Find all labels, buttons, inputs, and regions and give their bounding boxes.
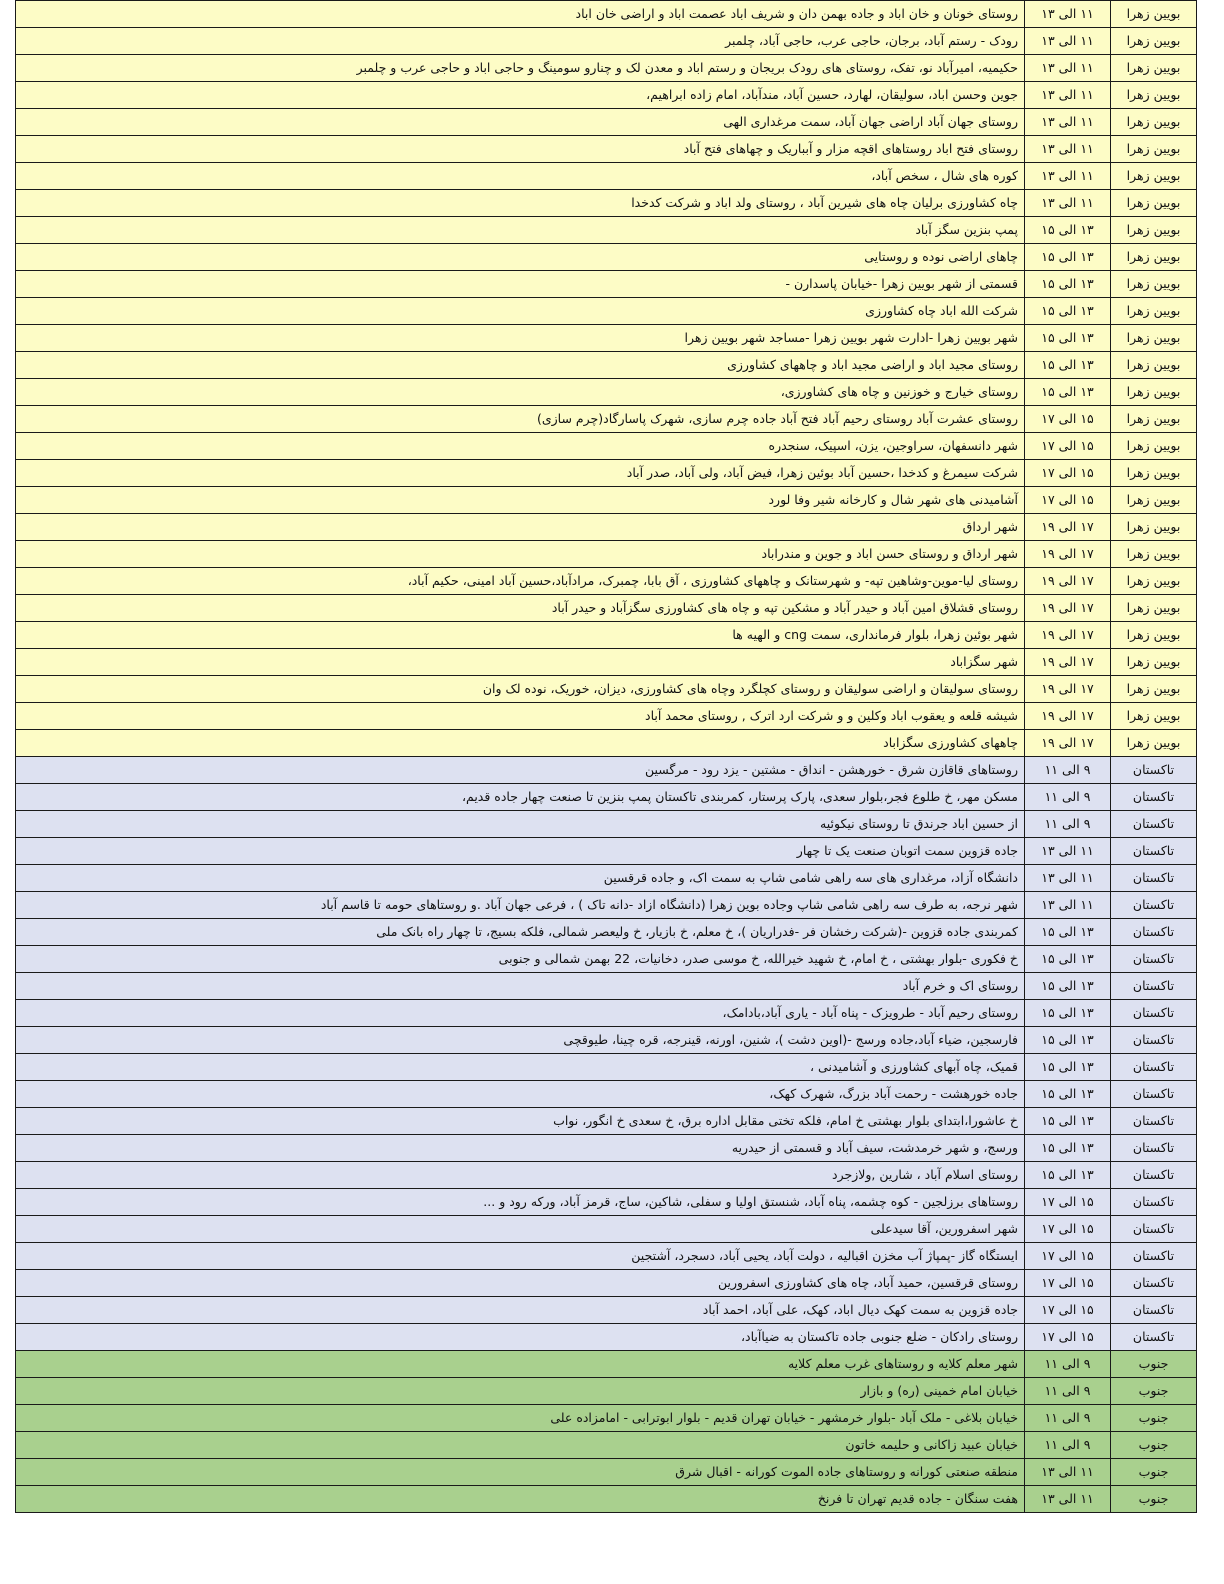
region-cell: تاکستان (1111, 838, 1197, 865)
area-cell: کمربندی جاده قزوین -(شرکت رخشان فر -فدراریان )، خ معلم، خ بازیار، خ ولیعصر شمالی، فلکه بسیج، تا چهار راه بانک ملی (16, 919, 1025, 946)
region-cell: تاکستان (1111, 919, 1197, 946)
region-cell: بویین زهرا (1111, 28, 1197, 55)
region-cell: تاکستان (1111, 1216, 1197, 1243)
table-row (16, 730, 1197, 757)
outage-schedule-table (15, 0, 1197, 1513)
table-row (16, 622, 1197, 649)
table-row (16, 298, 1197, 325)
area-cell: خ فکوری -بلوار بهشتی ، خ امام، خ شهید خیرالله، خ موسی صدر، دخانیات، 22 بهمن شمالی و جنوبی (16, 946, 1025, 973)
time-range-cell: ۱۳ الی ۱۵ (1025, 244, 1111, 271)
region-cell: بویین زهرا (1111, 379, 1197, 406)
region-cell: تاکستان (1111, 1108, 1197, 1135)
region-cell: بویین زهرا (1111, 82, 1197, 109)
table-row (16, 973, 1197, 1000)
time-range-cell: ۱۷ الی ۱۹ (1025, 730, 1111, 757)
region-cell: جنوب (1111, 1486, 1197, 1513)
area-cell: روستای لیا-موین-وشاهین تپه- و شهرستانک و چاههای کشاورزی ، آق بابا، چمبرک، مرادآباد،حسین آباد امینی، حکیم آباد، (16, 568, 1025, 595)
area-cell: خیابان عبید زاکانی و حلیمه خاتون (16, 1432, 1025, 1459)
table-row (16, 244, 1197, 271)
table-row (16, 568, 1197, 595)
area-cell: دانشگاه آزاد، مرغداری های سه راهی شامی شاپ به سمت اک، و جاده قرقسین (16, 865, 1025, 892)
region-cell: بویین زهرا (1111, 541, 1197, 568)
region-cell: بویین زهرا (1111, 595, 1197, 622)
region-cell: بویین زهرا (1111, 55, 1197, 82)
region-cell: بویین زهرا (1111, 676, 1197, 703)
region-cell: بویین زهرا (1111, 1, 1197, 28)
table-row (16, 109, 1197, 136)
area-cell: فارسجین، ضیاء آباد،جاده ورسج -(اوین دشت )، شنین، اورنه، قینرجه، قره چینا، طیوقچی (16, 1027, 1025, 1054)
time-range-cell: ۱۵ الی ۱۷ (1025, 433, 1111, 460)
time-range-cell: ۱۱ الی ۱۳ (1025, 1, 1111, 28)
time-range-cell: ۱۱ الی ۱۳ (1025, 109, 1111, 136)
area-cell: روستای عشرت آباد روستای رحیم آباد فتح آباد جاده چرم سازی، شهرک پاسارگاد(چرم سازی) (16, 406, 1025, 433)
region-cell: بویین زهرا (1111, 109, 1197, 136)
table-row (16, 892, 1197, 919)
table-row (16, 676, 1197, 703)
region-cell: جنوب (1111, 1351, 1197, 1378)
area-cell: روستای خیارج و خوزنین و چاه های کشاورزی، (16, 379, 1025, 406)
table-row (16, 28, 1197, 55)
region-cell: تاکستان (1111, 973, 1197, 1000)
time-range-cell: ۱۳ الی ۱۵ (1025, 946, 1111, 973)
time-range-cell: ۹ الی ۱۱ (1025, 1378, 1111, 1405)
time-range-cell: ۱۳ الی ۱۵ (1025, 1135, 1111, 1162)
table-row (16, 271, 1197, 298)
table-row (16, 487, 1197, 514)
region-cell: بویین زهرا (1111, 514, 1197, 541)
time-range-cell: ۱۱ الی ۱۳ (1025, 838, 1111, 865)
region-cell: تاکستان (1111, 1054, 1197, 1081)
table-row (16, 838, 1197, 865)
table-row (16, 1459, 1197, 1486)
area-cell: جوین وحسن اباد، سولیقان، لهارد، حسین آباد، مندآباد، امام زاده ابراهیم، (16, 82, 1025, 109)
table-row (16, 217, 1197, 244)
area-cell: شرکت الله اباد چاه کشاورزی (16, 298, 1025, 325)
time-range-cell: ۱۳ الی ۱۵ (1025, 1054, 1111, 1081)
time-range-cell: ۱۷ الی ۱۹ (1025, 703, 1111, 730)
time-range-cell: ۱۵ الی ۱۷ (1025, 1243, 1111, 1270)
area-cell: شهر نرجه، به طرف سه راهی شامی شاپ وجاده بوین زهرا (دانشگاه ازاد -دانه تاک ) ، فرعی جهان آباد .و روستاهای حومه تا قاسم آباد (16, 892, 1025, 919)
table-row (16, 406, 1197, 433)
time-range-cell: ۱۱ الی ۱۳ (1025, 163, 1111, 190)
table-row (16, 190, 1197, 217)
region-cell: بویین زهرا (1111, 298, 1197, 325)
table-row (16, 1081, 1197, 1108)
time-range-cell: ۱۵ الی ۱۷ (1025, 406, 1111, 433)
table-row (16, 1, 1197, 28)
table-row (16, 1162, 1197, 1189)
area-cell: خیابان بلاغی - ملک آباد -بلوار خرمشهر - خیابان تهران قدیم - بلوار ابوترابی - امامزاده علی (16, 1405, 1025, 1432)
table-row (16, 82, 1197, 109)
table-row (16, 1378, 1197, 1405)
area-cell: روستای فتح اباد روستاهای اقچه مزار و آبباریک و چهاهای فتح آباد (16, 136, 1025, 163)
time-range-cell: ۱۱ الی ۱۳ (1025, 28, 1111, 55)
time-range-cell: ۹ الی ۱۱ (1025, 784, 1111, 811)
time-range-cell: ۱۵ الی ۱۷ (1025, 1216, 1111, 1243)
time-range-cell: ۱۳ الی ۱۵ (1025, 325, 1111, 352)
time-range-cell: ۱۵ الی ۱۷ (1025, 1189, 1111, 1216)
time-range-cell: ۱۳ الی ۱۵ (1025, 1027, 1111, 1054)
region-cell: تاکستان (1111, 1243, 1197, 1270)
area-cell: هفت سنگان - جاده قدیم تهران تا فرنخ (16, 1486, 1025, 1513)
region-cell: بویین زهرا (1111, 433, 1197, 460)
region-cell: تاکستان (1111, 1189, 1197, 1216)
table-row (16, 1216, 1197, 1243)
area-cell: چاههای کشاورزی سگزاباد (16, 730, 1025, 757)
time-range-cell: ۱۷ الی ۱۹ (1025, 568, 1111, 595)
table-row (16, 1405, 1197, 1432)
area-cell: روستای قرقسین، حمید آباد، چاه های کشاورزی اسفرورین (16, 1270, 1025, 1297)
area-cell: شهر معلم کلایه و روستاهای غرب معلم کلایه (16, 1351, 1025, 1378)
area-cell: روستای خونان و خان اباد و جاده بهمن دان و شریف اباد عصمت اباد و اراضی خان اباد (16, 1, 1025, 28)
region-cell: بویین زهرا (1111, 352, 1197, 379)
area-cell: شهر بوئین زهرا، بلوار فرمانداری، سمت cng و الهیه ها (16, 622, 1025, 649)
time-range-cell: ۱۷ الی ۱۹ (1025, 676, 1111, 703)
area-cell: روستاهای برزلجین - کوه چشمه، پناه آباد، شنستق اولیا و سفلی، شاکین، ساج، قرمز آباد، ورکه رود و ... (16, 1189, 1025, 1216)
region-cell: بویین زهرا (1111, 730, 1197, 757)
region-cell: تاکستان (1111, 811, 1197, 838)
region-cell: بویین زهرا (1111, 622, 1197, 649)
table-row (16, 352, 1197, 379)
table-row (16, 514, 1197, 541)
table-row (16, 703, 1197, 730)
area-cell: روستاهای قاقازن شرق - خورهشن - انداق - مشتین - یزد رود - مرگسین (16, 757, 1025, 784)
time-range-cell: ۹ الی ۱۱ (1025, 1405, 1111, 1432)
table-row (16, 1297, 1197, 1324)
area-cell: روستای رادکان - ضلع جنوبی جاده تاکستان به ضیاآباد، (16, 1324, 1025, 1351)
area-cell: منطقه صنعتی کورانه و روستاهای جاده الموت کورانه - اقبال شرق (16, 1459, 1025, 1486)
table-row (16, 649, 1197, 676)
time-range-cell: ۱۵ الی ۱۷ (1025, 460, 1111, 487)
table-row (16, 946, 1197, 973)
area-cell: روستای جهان آباد اراضی جهان آباد، سمت مرغداری الهی (16, 109, 1025, 136)
time-range-cell: ۱۷ الی ۱۹ (1025, 514, 1111, 541)
region-cell: بویین زهرا (1111, 460, 1197, 487)
area-cell: شهر دانسفهان، سراوجین، یزن، اسپیک، سنجدره (16, 433, 1025, 460)
area-cell: جاده خورهشت - رحمت آباد بزرگ، شهرک کهک، (16, 1081, 1025, 1108)
area-cell: شهر سگزاباد (16, 649, 1025, 676)
time-range-cell: ۱۳ الی ۱۵ (1025, 973, 1111, 1000)
region-cell: بویین زهرا (1111, 190, 1197, 217)
area-cell: روستای اک و خرم آباد (16, 973, 1025, 1000)
area-cell: پمپ بنزین سگز آباد (16, 217, 1025, 244)
time-range-cell: ۱۳ الی ۱۵ (1025, 217, 1111, 244)
area-cell: مسکن مهر، خ طلوع فجر،بلوار سعدی، پارک پرستار، کمربندی تاکستان پمپ بنزین تا صنعت چهار جاده قدیم، (16, 784, 1025, 811)
area-cell: چاه کشاورزی برلیان چاه های شیرین آباد ، روستای ولد اباد و شرکت کدخدا (16, 190, 1025, 217)
table-row (16, 1324, 1197, 1351)
area-cell: رودک - رستم آباد، برجان، حاجی عرب، حاجی آباد، چلمبر (16, 28, 1025, 55)
region-cell: بویین زهرا (1111, 136, 1197, 163)
region-cell: بویین زهرا (1111, 163, 1197, 190)
region-cell: تاکستان (1111, 1027, 1197, 1054)
table-row (16, 1270, 1197, 1297)
region-cell: بویین زهرا (1111, 703, 1197, 730)
area-cell: روستای اسلام آباد ، شارین ,ولازجرد (16, 1162, 1025, 1189)
area-cell: شهر ارداق و روستای حسن اباد و جوین و مندراباد (16, 541, 1025, 568)
area-cell: ورسج، و شهر خرمدشت، سیف آباد و قسمتی از حیدریه (16, 1135, 1025, 1162)
table-row (16, 1135, 1197, 1162)
table-row (16, 919, 1197, 946)
area-cell: شهر ارداق (16, 514, 1025, 541)
area-cell: روستای مجید اباد و اراضی مجید اباد و چاههای کشاورزی (16, 352, 1025, 379)
time-range-cell: ۱۵ الی ۱۷ (1025, 1270, 1111, 1297)
region-cell: بویین زهرا (1111, 406, 1197, 433)
table-row (16, 163, 1197, 190)
area-cell: حکیمیه، امیرآباد نو، تفک، روستای های رودک بریجان و رستم اباد و معدن لک و چنارو سومینگ و حاجی اباد و حاجی عرب و چلمبر (16, 55, 1025, 82)
area-cell: جاده قزوین سمت اتوبان صنعت یک تا چهار (16, 838, 1025, 865)
area-cell: قسمتی از شهر بویین زهرا -خیابان پاسدارن - (16, 271, 1025, 298)
region-cell: بویین زهرا (1111, 244, 1197, 271)
time-range-cell: ۹ الی ۱۱ (1025, 757, 1111, 784)
time-range-cell: ۹ الی ۱۱ (1025, 811, 1111, 838)
region-cell: تاکستان (1111, 892, 1197, 919)
area-cell: روستای رحیم آباد - طرویزک - پناه آباد - یاری آباد،بادامک، (16, 1000, 1025, 1027)
time-range-cell: ۱۷ الی ۱۹ (1025, 595, 1111, 622)
area-cell: شهر بویین زهرا -ادارت شهر بویین زهرا -مساجد شهر بویین زهرا (16, 325, 1025, 352)
region-cell: جنوب (1111, 1459, 1197, 1486)
table-row (16, 433, 1197, 460)
region-cell: تاکستان (1111, 757, 1197, 784)
region-cell: بویین زهرا (1111, 649, 1197, 676)
area-cell: شیشه قلعه و یعقوب اباد وکلین و و شرکت ارد اترک , روستای محمد آباد (16, 703, 1025, 730)
region-cell: تاکستان (1111, 1324, 1197, 1351)
region-cell: تاکستان (1111, 1270, 1197, 1297)
region-cell: تاکستان (1111, 1162, 1197, 1189)
time-range-cell: ۱۱ الی ۱۳ (1025, 136, 1111, 163)
table-row (16, 1027, 1197, 1054)
table-row (16, 784, 1197, 811)
region-cell: بویین زهرا (1111, 568, 1197, 595)
time-range-cell: ۱۱ الی ۱۳ (1025, 865, 1111, 892)
time-range-cell: ۱۳ الی ۱۵ (1025, 271, 1111, 298)
region-cell: تاکستان (1111, 865, 1197, 892)
time-range-cell: ۱۷ الی ۱۹ (1025, 649, 1111, 676)
table-row (16, 1189, 1197, 1216)
region-cell: بویین زهرا (1111, 325, 1197, 352)
time-range-cell: ۱۳ الی ۱۵ (1025, 379, 1111, 406)
region-cell: بویین زهرا (1111, 217, 1197, 244)
region-cell: بویین زهرا (1111, 271, 1197, 298)
area-cell: خیابان امام خمینی (ره) و بازار (16, 1378, 1025, 1405)
table-row (16, 1432, 1197, 1459)
table-row (16, 1108, 1197, 1135)
time-range-cell: ۱۱ الی ۱۳ (1025, 892, 1111, 919)
schedule-body (16, 1, 1197, 1513)
region-cell: تاکستان (1111, 1081, 1197, 1108)
region-cell: جنوب (1111, 1378, 1197, 1405)
area-cell: آشامیدنی های شهر شال و کارخانه شیر وفا لورد (16, 487, 1025, 514)
table-row (16, 865, 1197, 892)
time-range-cell: ۱۱ الی ۱۳ (1025, 82, 1111, 109)
time-range-cell: ۱۷ الی ۱۹ (1025, 622, 1111, 649)
table-row (16, 541, 1197, 568)
time-range-cell: ۱۵ الی ۱۷ (1025, 487, 1111, 514)
time-range-cell: ۱۱ الی ۱۳ (1025, 1459, 1111, 1486)
table-row (16, 379, 1197, 406)
area-cell: کوره های شال ، سخص آباد، (16, 163, 1025, 190)
time-range-cell: ۱۵ الی ۱۷ (1025, 1297, 1111, 1324)
area-cell: چاهای اراضی نوده و روستایی (16, 244, 1025, 271)
time-range-cell: ۱۳ الی ۱۵ (1025, 919, 1111, 946)
region-cell: بویین زهرا (1111, 487, 1197, 514)
area-cell: ایستگاه گاز -پمپاژ آب مخزن اقبالیه ، دولت آباد، یحیی آباد، دسجرد، آشتجین (16, 1243, 1025, 1270)
time-range-cell: ۱۷ الی ۱۹ (1025, 541, 1111, 568)
area-cell: از حسین اباد جرندق تا روستای نیکوئیه (16, 811, 1025, 838)
time-range-cell: ۱۳ الی ۱۵ (1025, 1081, 1111, 1108)
time-range-cell: ۱۱ الی ۱۳ (1025, 1486, 1111, 1513)
region-cell: جنوب (1111, 1405, 1197, 1432)
region-cell: تاکستان (1111, 1135, 1197, 1162)
table-row (16, 811, 1197, 838)
area-cell: شرکت سیمرغ و کدخدا ،حسین آباد بوئین زهرا، فیض آباد، ولی آباد، صدر آباد (16, 460, 1025, 487)
region-cell: جنوب (1111, 1432, 1197, 1459)
table-row (16, 1000, 1197, 1027)
time-range-cell: ۱۳ الی ۱۵ (1025, 1000, 1111, 1027)
table-row (16, 757, 1197, 784)
time-range-cell: ۹ الی ۱۱ (1025, 1351, 1111, 1378)
table-row (16, 460, 1197, 487)
area-cell: شهر اسفرورین، آقا سیدعلی (16, 1216, 1025, 1243)
time-range-cell: ۱۵ الی ۱۷ (1025, 1324, 1111, 1351)
area-cell: خ عاشورا،ابتدای بلوار بهشتی خ امام، فلکه تختی مقابل اداره برق، خ سعدی خ انگور، نواب (16, 1108, 1025, 1135)
table-row (16, 325, 1197, 352)
time-range-cell: ۹ الی ۱۱ (1025, 1432, 1111, 1459)
area-cell: روستای سولیقان و اراضی سولیقان و روستای کچلگرد وچاه های کشاورزی، دیزان، خوریک، نوده لک وان (16, 676, 1025, 703)
table-row (16, 1243, 1197, 1270)
table-row (16, 55, 1197, 82)
region-cell: تاکستان (1111, 784, 1197, 811)
region-cell: تاکستان (1111, 946, 1197, 973)
table-row (16, 136, 1197, 163)
table-row (16, 595, 1197, 622)
table-row (16, 1486, 1197, 1513)
time-range-cell: ۱۱ الی ۱۳ (1025, 55, 1111, 82)
region-cell: تاکستان (1111, 1297, 1197, 1324)
time-range-cell: ۱۳ الی ۱۵ (1025, 1108, 1111, 1135)
area-cell: جاده قزوین به سمت کهک دیال اباد، کهک، علی آباد، احمد آباد (16, 1297, 1025, 1324)
time-range-cell: ۱۳ الی ۱۵ (1025, 352, 1111, 379)
time-range-cell: ۱۱ الی ۱۳ (1025, 190, 1111, 217)
region-cell: تاکستان (1111, 1000, 1197, 1027)
area-cell: روستای قشلاق امین آباد و حیدر آباد و مشکین تپه و چاه های کشاورزی سگزآباد و حیدر آباد (16, 595, 1025, 622)
table-row (16, 1054, 1197, 1081)
area-cell: قمیک، چاه آبهای کشاورزی و آشامیدنی ، (16, 1054, 1025, 1081)
table-row (16, 1351, 1197, 1378)
time-range-cell: ۱۳ الی ۱۵ (1025, 298, 1111, 325)
time-range-cell: ۱۳ الی ۱۵ (1025, 1162, 1111, 1189)
